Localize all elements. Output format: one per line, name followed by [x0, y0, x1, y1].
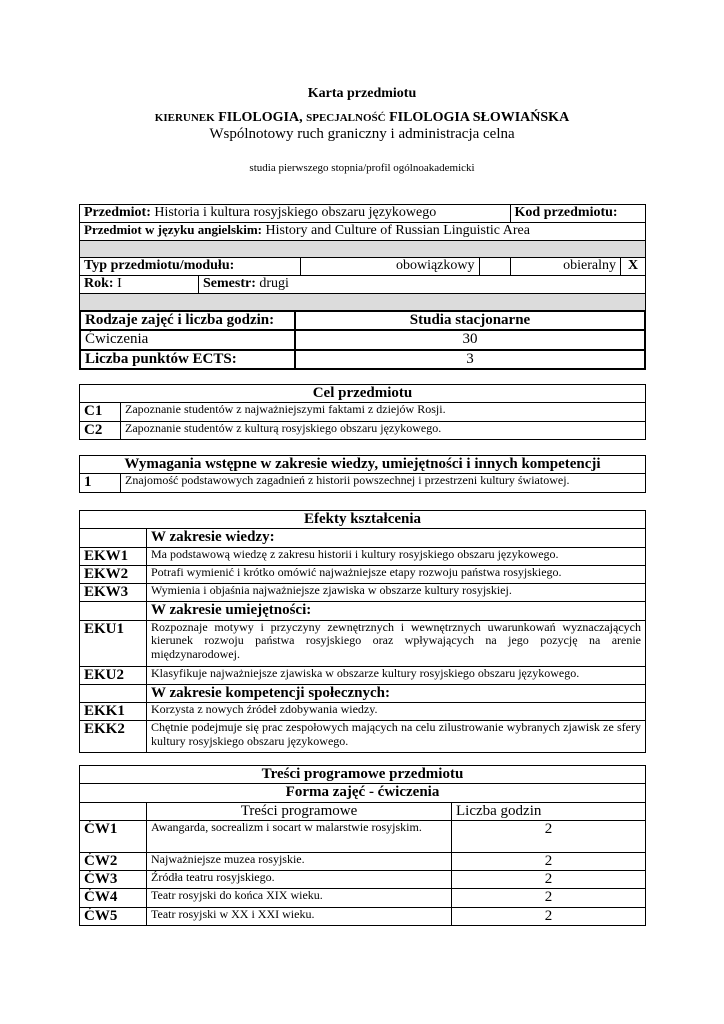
efekt-code: EKW1	[80, 547, 147, 565]
table-row	[80, 565, 646, 583]
ects-value: 3	[295, 350, 645, 369]
wiedza-title: W zakresie wiedzy:	[147, 529, 646, 547]
table-row	[80, 474, 646, 492]
tresc-text: Źródła teatru rosyjskiego.	[147, 871, 452, 889]
hours-table	[79, 310, 646, 370]
table-row	[80, 907, 646, 925]
semestr-value: drugi	[259, 276, 289, 291]
efekt-text: Rozpoznaje motywy i przyczyny zewnętrznych i wewnętrznych uwarunkowań wyznaczających kierunek rozwoju państwa rosyjskiego oraz wpływających na jego pozycję na arenie międzynarodowej.	[147, 620, 646, 666]
specjalnosc-value: FILOLOGIA SŁOWIAŃSKA	[389, 110, 570, 125]
efekty-title: Efekty kształcenia	[80, 511, 646, 529]
empty-cell	[80, 802, 147, 820]
tresc-hours: 2	[452, 871, 646, 889]
obowiazkowy-box	[479, 258, 510, 276]
info-table	[79, 204, 646, 311]
kierunek-prefix: KIERUNEK	[154, 112, 215, 124]
tresc-hours: 2	[452, 889, 646, 907]
rok-cell	[80, 276, 199, 294]
english-label: Przedmiot w języku angielskim:	[84, 222, 263, 237]
kod-label: Kod przedmiotu:	[514, 205, 618, 220]
cel-text: Zapoznanie studentów z kulturą rosyjskiego obszaru językowego.	[121, 421, 646, 439]
table-row	[80, 547, 646, 565]
english-cell	[80, 223, 646, 241]
cel-table	[79, 384, 646, 440]
efekt-text: Wymienia i objaśnia najważniejsze zjawiska w obszarze kultury rosyjskiej.	[147, 584, 646, 602]
tresc-code: ĆW3	[80, 871, 147, 889]
przedmiot-cell	[80, 205, 511, 223]
col-godziny: Liczba godzin	[452, 802, 646, 820]
tresci-table	[79, 765, 646, 926]
rodzaje-label: Rodzaje zajęć i liczba godzin:	[80, 311, 295, 330]
table-row	[80, 584, 646, 602]
tresc-hours: 2	[452, 907, 646, 925]
page-title: Karta przedmiotu	[307, 86, 417, 101]
tresc-code: ĆW4	[80, 889, 147, 907]
efekt-text: Korzysta z nowych źródeł zdobywania wiedzy.	[147, 703, 646, 721]
tresc-code: ĆW1	[80, 820, 147, 852]
subtitle: Wspólnotowy ruch graniczny i administracja celna	[209, 126, 515, 142]
table-row	[80, 852, 646, 870]
tresc-text: Teatr rosyjski w XX i XXI wieku.	[147, 907, 452, 925]
obowiazkowy-label: obowiązkowy	[300, 258, 479, 276]
table-row	[80, 703, 646, 721]
col-tresci: Treści programowe	[147, 802, 452, 820]
table-row	[80, 871, 646, 889]
efekt-text: Klasyfikuje najważniejsze zjawiska w obszarze kultury rosyjskiego obszaru językowego.	[147, 666, 646, 684]
efekt-code: EKW3	[80, 584, 147, 602]
wymagania-text: Znajomość podstawowych zagadnień z historii powszechnej i przestrzeni kultury światowej.	[121, 474, 646, 492]
kierunek-line	[0, 110, 724, 126]
table-row	[80, 820, 646, 852]
wymagania-title: Wymagania wstępne w zakresie wiedzy, umiejętności i innych kompetencji	[80, 456, 646, 474]
table-row	[80, 889, 646, 907]
przedmiot-value: Historia i kultura rosyjskiego obszaru językowego	[154, 205, 437, 220]
tresc-text: Awangarda, socrealizm i socart w malarstwie rosyjskim.	[147, 820, 452, 852]
wymagania-code: 1	[80, 474, 121, 492]
obieralny-label: obieralny	[510, 258, 620, 276]
wymagania-table	[79, 455, 646, 493]
efekt-code: EKW2	[80, 565, 147, 583]
cel-code: C2	[80, 421, 121, 439]
ects-label: Liczba punktów ECTS:	[80, 350, 295, 369]
empty-cell	[80, 602, 147, 620]
cwiczenia-value: 30	[295, 330, 645, 349]
efekt-code: EKK1	[80, 703, 147, 721]
tresc-hours: 2	[452, 820, 646, 852]
kompetencje-title: W zakresie kompetencji społecznych:	[147, 684, 646, 702]
specjalnosc-prefix: SPECJALNOŚĆ	[306, 112, 386, 124]
semestr-label: Semestr:	[203, 276, 256, 291]
efekty-table	[79, 510, 646, 753]
cel-title: Cel przedmiotu	[80, 385, 646, 403]
tresc-text: Teatr rosyjski do końca XIX wieku.	[147, 889, 452, 907]
typ-label: Typ przedmiotu/modułu:	[80, 258, 301, 276]
forma-title: Forma zajęć - ćwiczenia	[80, 784, 646, 802]
rok-label: Rok:	[84, 276, 114, 291]
cwiczenia-label: Ćwiczenia	[80, 330, 295, 349]
english-value: History and Culture of Russian Linguistic Area	[265, 223, 530, 238]
efekt-code: EKU2	[80, 666, 147, 684]
tresci-title: Treści programowe przedmiotu	[80, 766, 646, 784]
table-row	[80, 620, 646, 666]
efekt-code: EKU1	[80, 620, 147, 666]
spacer-row-2	[80, 294, 646, 311]
table-row	[80, 721, 646, 753]
tresc-text: Najważniejsze muzea rosyjskie.	[147, 852, 452, 870]
kod-cell	[510, 205, 645, 223]
efekt-text: Potrafi wymienić i krótko omówić najważniejsze etapy rozwoju państwa rosyjskiego.	[147, 565, 646, 583]
cel-text: Zapoznanie studentów z najważniejszymi faktami z dziejów Rosji.	[121, 403, 646, 421]
przedmiot-label: Przedmiot:	[84, 205, 151, 220]
efekt-code: EKK2	[80, 721, 147, 753]
cel-code: C1	[80, 403, 121, 421]
spacer-row	[80, 241, 646, 258]
efekt-text: Chętnie podejmuje się prac zespołowych mających na celu zilustrowanie wybranych zjawisk ze sfery kultury rosyjskiego obszaru językowego.	[147, 721, 646, 753]
tresc-code: ĆW5	[80, 907, 147, 925]
tresc-hours: 2	[452, 852, 646, 870]
table-row	[80, 403, 646, 421]
table-row	[80, 666, 646, 684]
empty-cell	[80, 684, 147, 702]
rok-value: I	[117, 276, 122, 291]
studia-label: Studia stacjonarne	[295, 311, 645, 330]
kierunek-value: FILOLOGIA,	[218, 110, 303, 125]
umiejetnosci-title: W zakresie umiejętności:	[147, 602, 646, 620]
efekt-text: Ma podstawową wiedzę z zakresu historii i kultury rosyjskiego obszaru językowego.	[147, 547, 646, 565]
table-row	[80, 421, 646, 439]
empty-cell	[80, 529, 147, 547]
study-level: studia pierwszego stopnia/profil ogólnoakademicki	[249, 162, 475, 174]
semestr-cell	[199, 276, 646, 294]
obieralny-mark: X	[621, 258, 646, 276]
tresc-code: ĆW2	[80, 852, 147, 870]
